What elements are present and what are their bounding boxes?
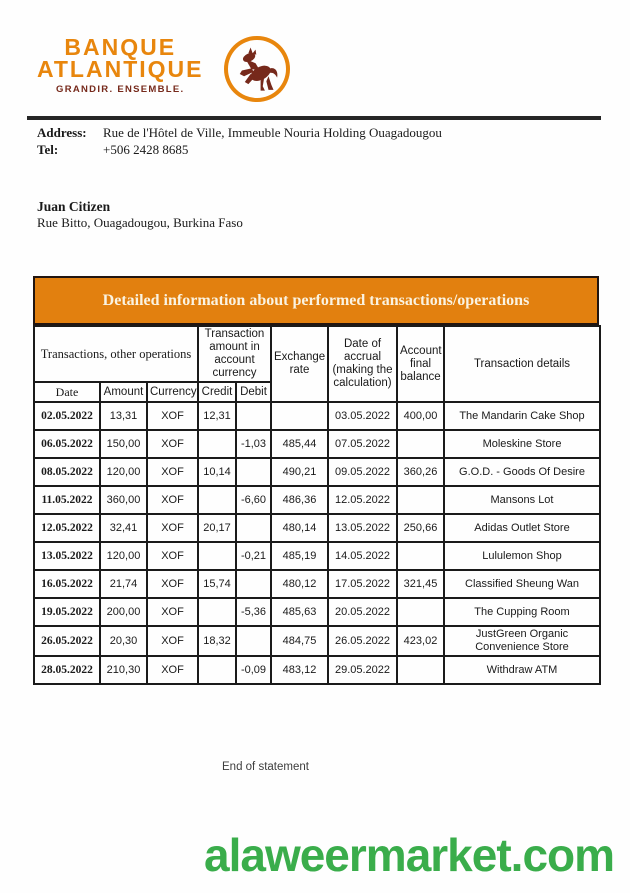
bank-name	[30, 36, 210, 95]
cell-debit: -0,21	[236, 542, 271, 570]
cell-credit: 15,74	[198, 570, 236, 598]
cell-currency: XOF	[147, 430, 198, 458]
cell-accrual-date: 12.05.2022	[328, 486, 397, 514]
cell-date: 12.05.2022	[34, 514, 100, 542]
cell-accrual-date: 07.05.2022	[328, 430, 397, 458]
cell-currency: XOF	[147, 626, 198, 656]
cell-credit: 20,17	[198, 514, 236, 542]
header-transactions-group: Transactions, other operations	[34, 326, 198, 382]
address-value: Rue de l'Hôtel de Ville, Immeuble Nouria Holding Ouagadougou	[103, 125, 442, 140]
header-exchange-rate: Exchange rate	[271, 326, 328, 402]
tel-label: Tel:	[37, 142, 59, 157]
cell-date: 26.05.2022	[34, 626, 100, 656]
cell-credit	[198, 656, 236, 684]
transaction-row	[34, 402, 600, 430]
transaction-row	[34, 430, 600, 458]
transaction-row	[34, 514, 600, 542]
cell-final-balance	[397, 656, 444, 684]
cell-credit	[198, 598, 236, 626]
cell-debit	[236, 402, 271, 430]
cell-details: The Cupping Room	[444, 598, 600, 626]
cell-final-balance: 423,02	[397, 626, 444, 656]
cell-final-balance: 321,45	[397, 570, 444, 598]
cell-amount: 120,00	[100, 458, 147, 486]
header-divider	[27, 116, 601, 120]
watermark-text: alaweermarket.com	[204, 829, 615, 881]
statement-banner	[33, 276, 599, 325]
cell-accrual-date: 03.05.2022	[328, 402, 397, 430]
cell-debit	[236, 458, 271, 486]
cell-final-balance	[397, 598, 444, 626]
bank-contact-block	[37, 124, 442, 158]
cell-accrual-date: 26.05.2022	[328, 626, 397, 656]
cell-exchange-rate	[271, 402, 328, 430]
tel-value: +506 2428 8685	[103, 142, 189, 157]
cell-currency: XOF	[147, 598, 198, 626]
cell-exchange-rate: 486,36	[271, 486, 328, 514]
header-debit: Debit	[236, 382, 271, 402]
header-amount: Amount	[100, 382, 147, 402]
cell-credit	[198, 430, 236, 458]
cell-date: 16.05.2022	[34, 570, 100, 598]
bank-tagline: GRANDIR. ENSEMBLE.	[56, 84, 185, 95]
cell-amount: 210,30	[100, 656, 147, 684]
cell-exchange-rate: 485,19	[271, 542, 328, 570]
cell-exchange-rate: 480,12	[271, 570, 328, 598]
cell-accrual-date: 14.05.2022	[328, 542, 397, 570]
header-credit: Credit	[198, 382, 236, 402]
header-amount-group: Transaction amount in account currency	[198, 326, 271, 382]
transactions-table	[33, 325, 601, 685]
cell-details: Classified Sheung Wan	[444, 570, 600, 598]
cell-details: The Mandarin Cake Shop	[444, 402, 600, 430]
cell-date: 02.05.2022	[34, 402, 100, 430]
cell-date: 13.05.2022	[34, 542, 100, 570]
cell-debit: -5,36	[236, 598, 271, 626]
cell-details: Adidas Outlet Store	[444, 514, 600, 542]
cell-exchange-rate: 490,21	[271, 458, 328, 486]
cell-details: Moleskine Store	[444, 430, 600, 458]
cell-accrual-date: 20.05.2022	[328, 598, 397, 626]
cell-currency: XOF	[147, 514, 198, 542]
cell-exchange-rate: 485,63	[271, 598, 328, 626]
cell-final-balance	[397, 430, 444, 458]
cell-details: Withdraw ATM	[444, 656, 600, 684]
cell-date: 06.05.2022	[34, 430, 100, 458]
cell-final-balance	[397, 542, 444, 570]
header-transaction-details: Transaction details	[444, 326, 600, 402]
header-date-of-accrual: Date of accrual (making the calculation)	[328, 326, 397, 402]
cell-debit	[236, 570, 271, 598]
cell-final-balance: 250,66	[397, 514, 444, 542]
transaction-row	[34, 486, 600, 514]
cell-details: JustGreen Organic Convenience Store	[444, 626, 600, 656]
cell-debit: -0,09	[236, 656, 271, 684]
bank-logo	[30, 36, 290, 102]
transaction-row	[34, 656, 600, 684]
transaction-row	[34, 626, 600, 656]
cell-credit	[198, 542, 236, 570]
cell-credit	[198, 486, 236, 514]
cell-date: 28.05.2022	[34, 656, 100, 684]
cell-accrual-date: 09.05.2022	[328, 458, 397, 486]
cell-accrual-date: 29.05.2022	[328, 656, 397, 684]
cell-credit: 12,31	[198, 402, 236, 430]
cell-exchange-rate: 484,75	[271, 626, 328, 656]
bank-name-line2: ATLANTIQUE	[36, 56, 204, 82]
cell-currency: XOF	[147, 458, 198, 486]
transaction-row	[34, 598, 600, 626]
cell-exchange-rate: 485,44	[271, 430, 328, 458]
transaction-row	[34, 570, 600, 598]
statement-banner-title: Detailed information about performed transactions/operations	[102, 291, 530, 309]
cell-debit: -6,60	[236, 486, 271, 514]
cell-final-balance: 360,26	[397, 458, 444, 486]
cell-exchange-rate: 480,14	[271, 514, 328, 542]
cell-amount: 32,41	[100, 514, 147, 542]
cell-amount: 120,00	[100, 542, 147, 570]
cell-amount: 13,31	[100, 402, 147, 430]
transaction-row	[34, 542, 600, 570]
cell-details: G.O.D. - Goods Of Desire	[444, 458, 600, 486]
cell-currency: XOF	[147, 542, 198, 570]
end-of-statement-note: End of statement	[222, 761, 309, 773]
cell-amount: 200,00	[100, 598, 147, 626]
address-label: Address:	[37, 125, 87, 140]
cell-details: Lululemon Shop	[444, 542, 600, 570]
cell-details: Mansons Lot	[444, 486, 600, 514]
header-currency: Currency	[147, 382, 198, 402]
cell-debit: -1,03	[236, 430, 271, 458]
cell-amount: 360,00	[100, 486, 147, 514]
cell-amount: 20,30	[100, 626, 147, 656]
cell-debit	[236, 626, 271, 656]
header-date: Date	[34, 382, 100, 402]
cell-amount: 21,74	[100, 570, 147, 598]
cell-accrual-date: 17.05.2022	[328, 570, 397, 598]
customer-address: Rue Bitto, Ouagadougou, Burkina Faso	[37, 215, 243, 230]
cell-date: 11.05.2022	[34, 486, 100, 514]
cell-final-balance	[397, 486, 444, 514]
cell-credit: 10,14	[198, 458, 236, 486]
horse-rearing-icon	[224, 36, 290, 102]
cell-amount: 150,00	[100, 430, 147, 458]
transactions-table-body	[34, 402, 600, 684]
cell-currency: XOF	[147, 486, 198, 514]
cell-exchange-rate: 483,12	[271, 656, 328, 684]
cell-date: 19.05.2022	[34, 598, 100, 626]
bank-name-line1: BANQUE	[64, 34, 177, 60]
cell-currency: XOF	[147, 656, 198, 684]
cell-final-balance: 400,00	[397, 402, 444, 430]
cell-currency: XOF	[147, 402, 198, 430]
cell-accrual-date: 13.05.2022	[328, 514, 397, 542]
cell-credit: 18,32	[198, 626, 236, 656]
cell-debit	[236, 514, 271, 542]
customer-block	[37, 199, 243, 231]
cell-date: 08.05.2022	[34, 458, 100, 486]
customer-name: Juan Citizen	[37, 199, 111, 214]
transaction-row	[34, 458, 600, 486]
cell-currency: XOF	[147, 570, 198, 598]
header-account-final-balance: Account final balance	[397, 326, 444, 402]
